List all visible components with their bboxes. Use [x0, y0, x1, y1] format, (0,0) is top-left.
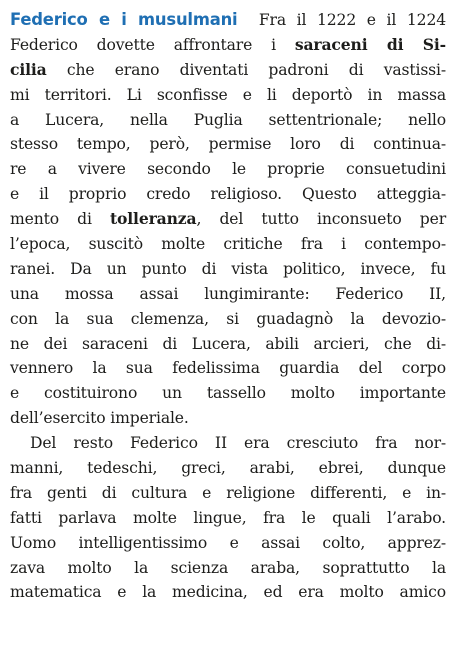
text-segment: , del tutto inconsueto per — [196, 210, 446, 229]
text-line — [10, 8, 446, 33]
text-line: ne dei saraceni di Lucera, abili arcieri, che di- — [10, 334, 446, 353]
text-line: dell’esercito imperiale. — [10, 409, 189, 428]
text-line: Uomo intelligentissimo e assai colto, apprez- — [10, 533, 446, 552]
paragraph-1 — [10, 8, 446, 431]
text-line: e costituirono un tassello molto importante — [10, 384, 446, 403]
bold-term-tolleranza: tolleranza — [109, 209, 197, 229]
text-line: manni, tedeschi, greci, arabi, ebrei, dunque — [10, 459, 446, 478]
text-line: a Lucera, nella Puglia settentrionale; nello — [10, 110, 446, 129]
text-line: mi territori. Li sconfisse e li deportò in massa — [10, 85, 446, 104]
text-line — [10, 33, 446, 58]
text-line: Del resto Federico II era cresciuto fra nor- — [30, 434, 446, 453]
text-line: ranei. Da un punto di vista politico, invece, fu — [10, 259, 446, 278]
text-block — [10, 8, 446, 605]
text-segment: che erano diventati padroni di vastissi- — [46, 60, 446, 79]
text-segment: mento di — [10, 210, 110, 229]
bold-term-saraceni: saraceni di Si- — [294, 34, 446, 54]
text-line: vennero la sua fedelissima guardia del corpo — [10, 359, 446, 378]
text-line: matematica e la medicina, ed era molto amico — [10, 583, 446, 602]
text-line: re a vivere secondo le proprie consuetudini — [10, 160, 446, 179]
text-line — [10, 207, 446, 232]
text-line: una mossa assai lungimirante: Federico II, — [10, 284, 446, 303]
text-line: con la sua clemenza, si guadagnò la devozio- — [10, 309, 446, 328]
text-line: fra genti di cultura e religione differenti, e in- — [10, 483, 446, 502]
text-segment: Fra il 1222 e il 1224 — [258, 11, 446, 29]
section-heading: Federico e i musulmani — [10, 10, 238, 29]
text-line: e il proprio credo religioso. Questo atteggia- — [10, 185, 446, 204]
text-line: l’epoca, suscitò molte critiche fra i contempo- — [10, 235, 446, 254]
text-line: fatti parlava molte lingue, fra le quali l’arabo. — [10, 508, 446, 527]
bold-term-sicilia: cilia — [10, 59, 47, 79]
paragraph-2 — [10, 431, 446, 605]
text-line — [10, 58, 446, 83]
text-line: stesso tempo, però, permise loro di continua- — [10, 135, 446, 154]
text-segment: Federico dovette affrontare i — [10, 35, 295, 54]
text-line: zava molto la scienza araba, soprattutto la — [10, 558, 446, 577]
